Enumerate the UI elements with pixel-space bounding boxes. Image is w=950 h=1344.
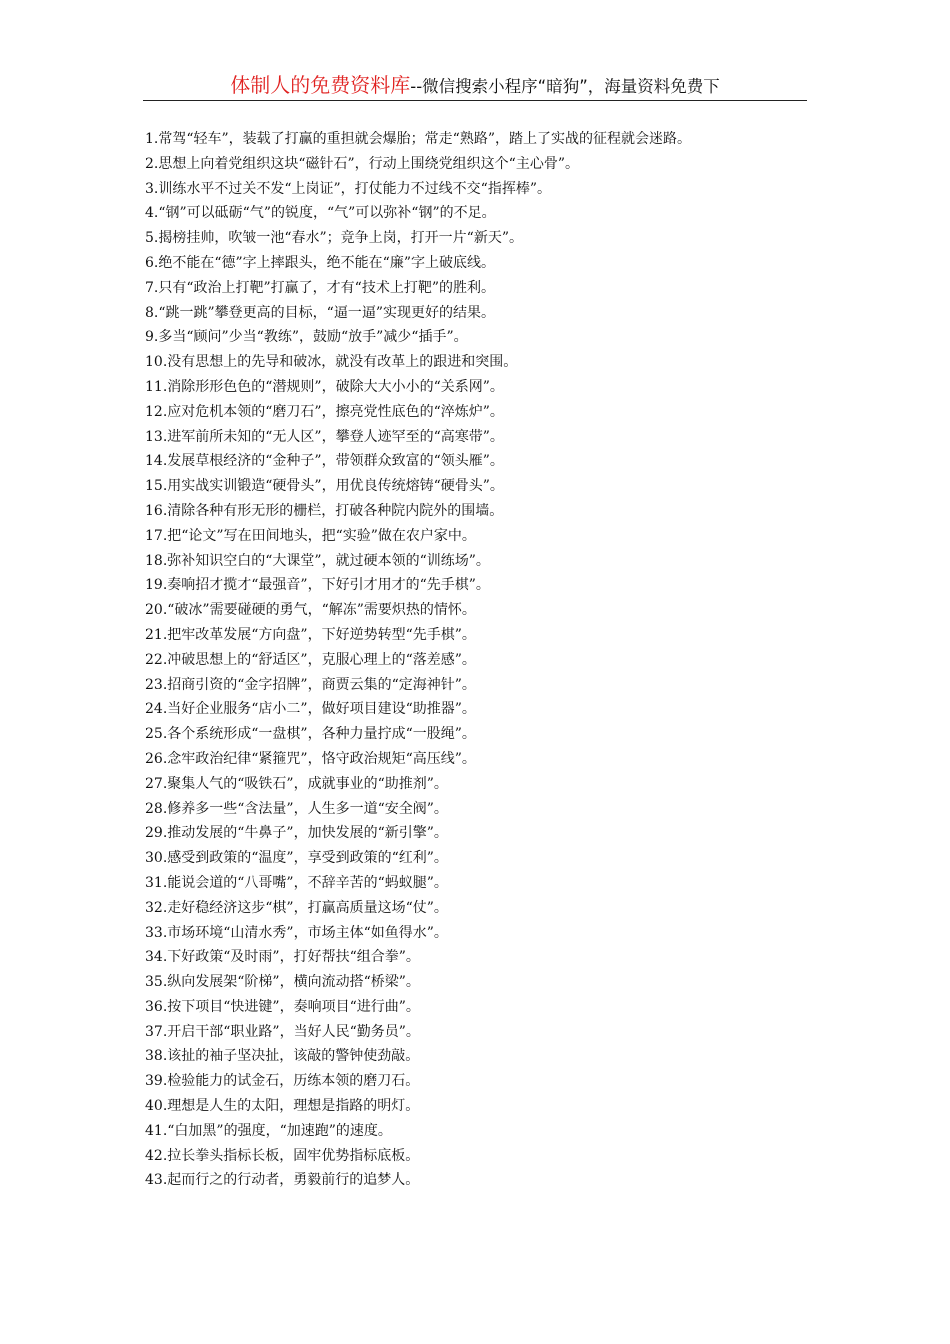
list-item: 24.当好企业服务“店小二”，做好项目建设“助推器”。 xyxy=(145,701,476,718)
list-item: 8.“跳一跳”攀登更高的目标，“逼一逼”实现更好的结果。 xyxy=(145,304,495,321)
list-item: 35.纵向发展架“阶梯”，横向流动搭“桥梁”。 xyxy=(145,974,420,991)
list-item: 4.“钢”可以砥砺“气”的锐度，“气”可以弥补“钢”的不足。 xyxy=(145,205,496,222)
list-item: 26.念牢政治纪律“紧箍咒”，恪守政治规矩“高压线”。 xyxy=(145,750,476,767)
list-item: 33.市场环境“山清水秀”，市场主体“如鱼得水”。 xyxy=(145,924,448,941)
list-item: 7.只有“政治上打靶”打赢了，才有“技术上打靶”的胜利。 xyxy=(145,279,495,296)
list-item: 27.聚集人气的“吸铁石”，成就事业的“助推剂”。 xyxy=(145,775,448,792)
list-item: 43.起而行之的行动者，勇毅前行的追梦人。 xyxy=(145,1172,420,1189)
page-header xyxy=(143,70,807,101)
list-item: 19.奏响招才揽才“最强音”，下好引才用才的“先手棋”。 xyxy=(145,577,490,594)
list-item: 34.下好政策“及时雨”，打好帮扶“组合拳”。 xyxy=(145,949,420,966)
list-item: 3.训练水平不过关不发“上岗证”，打仗能力不过线不交“指挥棒”。 xyxy=(145,180,551,197)
list-item: 20.“破冰”需要碰硬的勇气，“解冻”需要炽热的情怀。 xyxy=(145,602,476,619)
list-item: 22.冲破思想上的“舒适区”，克服心理上的“落差感”。 xyxy=(145,651,476,668)
list-item: 36.按下项目“快进键”，奏响项目“进行曲”。 xyxy=(145,998,420,1015)
list-item: 42.拉长拳头指标长板，固牢优势指标底板。 xyxy=(145,1147,420,1164)
list-item: 15.用实战实训锻造“硬骨头”，用优良传统熔铸“硬骨头”。 xyxy=(145,478,504,495)
list-item: 11.消除形形色色的“潜规则”，破除大大小小的“关系网”。 xyxy=(145,378,504,395)
list-item: 30.感受到政策的“温度”，享受到政策的“红利”。 xyxy=(145,850,448,867)
list-item: 1.常驾“轻车”，装载了打赢的重担就会爆胎；常走“熟路”，踏上了实战的征程就会迷路。 xyxy=(145,131,691,147)
list-item: 5.揭榜挂帅，吹皱一池“春水”；竞争上岗，打开一片“新天”。 xyxy=(145,230,523,247)
list-item: 14.发展草根经济的“金种子”，带领群众致富的“领头雁”。 xyxy=(145,453,504,470)
list-item: 12.应对危机本领的“磨刀石”，擦亮党性底色的“淬炼炉”。 xyxy=(145,403,504,420)
list-item: 2.思想上向着党组织这块“磁针石”，行动上围绕党组织这个“主心骨”。 xyxy=(145,155,579,172)
list-item: 32.走好稳经济这步“棋”，打赢高质量这场“仗”。 xyxy=(145,899,448,916)
list-item: 37.开启干部“职业路”，当好人民“勤务员”。 xyxy=(145,1023,420,1040)
list-item: 40.理想是人生的太阳，理想是指路的明灯。 xyxy=(145,1098,420,1115)
list-item: 13.进军前所未知的“无人区”，攀登人迹罕至的“高寒带”。 xyxy=(145,428,504,445)
list-item: 41.“白加黑”的强度，“加速跑”的速度。 xyxy=(145,1122,392,1139)
list-item: 31.能说会道的“八哥嘴”，不辞辛苦的“蚂蚁腿”。 xyxy=(145,874,448,891)
list-item: 9.多当“顾问”少当“教练”，鼓励“放手”减少“插手”。 xyxy=(145,329,468,346)
document-body xyxy=(145,127,807,1193)
header-title-black: --微信搜索小程序“暗狗”，海量资料免费下 xyxy=(410,77,720,96)
list-item: 23.招商引资的“金字招牌”，商贾云集的“定海神针”。 xyxy=(145,676,476,693)
header-title-red: 体制人的免费资料库 xyxy=(230,73,411,97)
list-item: 10.没有思想上的先导和破冰，就没有改革上的跟进和突围。 xyxy=(145,354,518,371)
list-item: 39.检验能力的试金石，历练本领的磨刀石。 xyxy=(145,1073,420,1090)
list-item: 6.绝不能在“德”字上摔跟头，绝不能在“廉”字上破底线。 xyxy=(145,254,495,271)
list-item: 18.弥补知识空白的“大课堂”，就过硬本领的“训练场”。 xyxy=(145,552,490,569)
list-item: 21.把牢改革发展“方向盘”，下好逆势转型“先手棋”。 xyxy=(145,626,476,643)
list-item: 38.该扯的袖子坚决扯，该敲的警钟使劲敲。 xyxy=(145,1048,420,1065)
list-item: 17.把“论文”写在田间地头，把“实验”做在农户家中。 xyxy=(145,527,476,544)
list-item: 29.推动发展的“牛鼻子”，加快发展的“新引擎”。 xyxy=(145,825,448,842)
list-item: 28.修养多一些“含法量”，人生多一道“安全阀”。 xyxy=(145,800,448,817)
list-item: 16.清除各种有形无形的栅栏，打破各种院内院外的围墙。 xyxy=(145,502,504,519)
list-item: 25.各个系统形成“一盘棋”，各种力量拧成“一股绳”。 xyxy=(145,726,476,743)
